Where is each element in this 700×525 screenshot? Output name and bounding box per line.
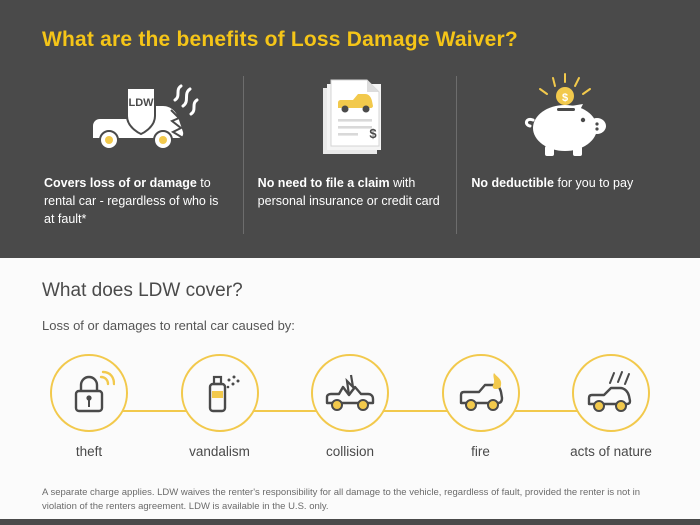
car-crash-icon [311,354,389,432]
coverage-items [30,354,670,474]
coverage-item-acts-of-nature [552,354,670,459]
svg-text:LDW: LDW [128,97,154,109]
car-hail-icon [572,354,650,432]
coverage-item-vandalism [161,354,279,459]
coverage-label-acts-of-nature: acts of nature [570,444,652,459]
benefit-caption-deductible [471,174,656,192]
coverage-label-fire: fire [471,444,490,459]
coverage-item-fire [422,354,540,459]
benefits-panel [0,0,700,258]
footnote: A separate charge applies. LDW waives the renter's responsibility for all damage to the vehicle, regardless of fault, provided the renter is not in violation of the renters agreement. LDW is available in the U.S. only. [42,487,640,513]
benefit-item-claim [244,72,457,242]
benefit-bold-text: No need to file a claim [257,176,390,190]
coverage-label-collision: collision [325,444,375,459]
svg-text:$: $ [561,92,568,104]
bottom-bar [0,519,700,525]
piggy-bank-icon [471,72,656,164]
benefit-caption-coverage [44,174,229,228]
car-with-ldw-shield-icon [44,72,229,164]
benefits-list [30,72,670,242]
coverage-item-theft [30,354,148,459]
claim-document-icon [258,72,443,164]
benefit-bold-text: No deductible [471,176,554,190]
coverage-item-collision [291,354,409,459]
page-title: What are the benefits of Loss Damage Waiver? [42,28,518,51]
svg-text:$: $ [369,126,377,141]
coverage-title: What does LDW cover? [42,280,243,301]
spray-can-icon [181,354,259,432]
coverage-label-theft: theft [75,444,103,459]
benefit-caption-claim [258,174,443,210]
benefit-rest-text: to rental car - regardless of who is at fault* [44,176,219,227]
coverage-panel [0,258,700,525]
benefit-rest-text: with personal insurance or credit card [257,176,440,209]
benefit-item-coverage [30,72,243,242]
benefit-rest-text: for you to pay [554,176,634,190]
benefit-item-deductible [457,72,670,242]
coverage-label-vandalism: vandalism [189,444,250,459]
coverage-lead: Loss of or damages to rental car caused by: [42,318,295,333]
benefit-bold-text: Covers loss of or damage [44,176,197,190]
car-fire-icon [442,354,520,432]
padlock-alarm-icon [50,354,128,432]
